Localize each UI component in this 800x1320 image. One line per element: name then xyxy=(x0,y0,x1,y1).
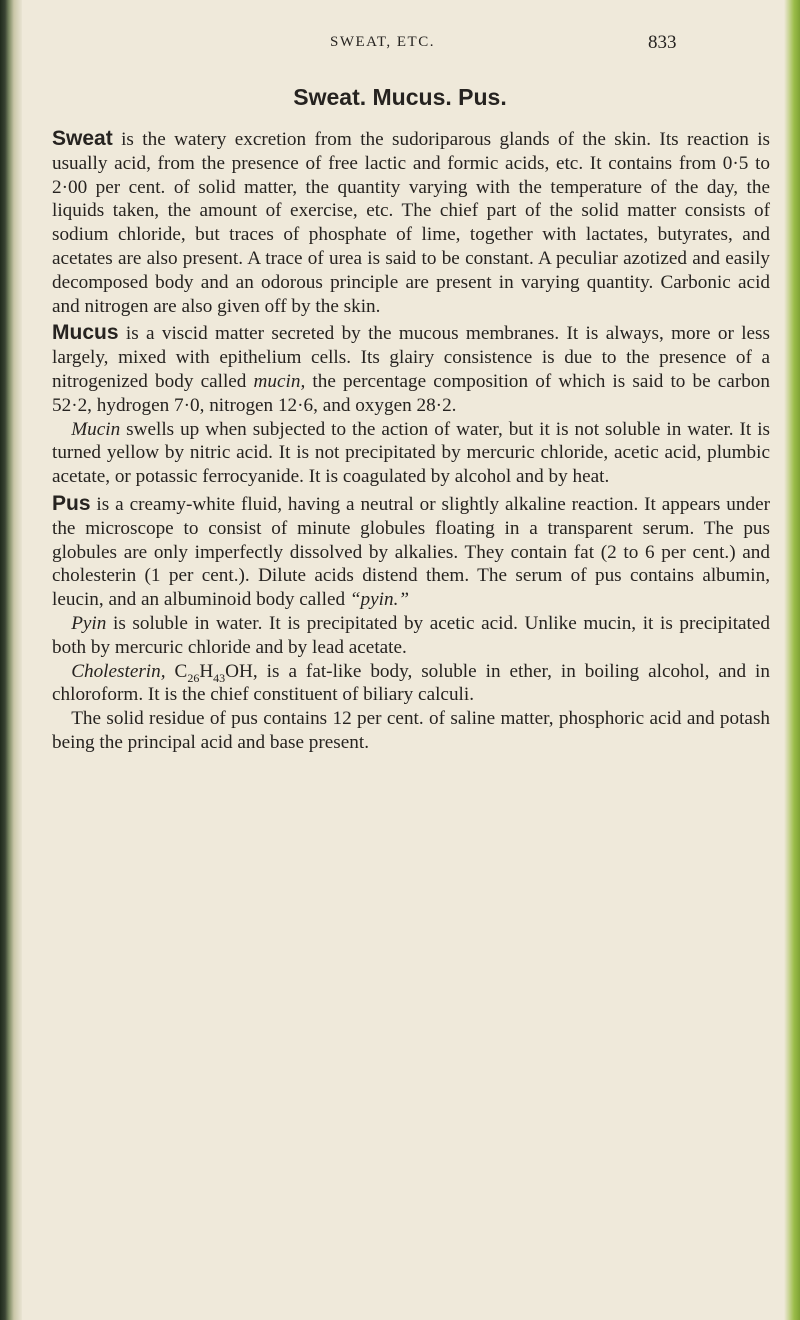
page-right-edge xyxy=(784,0,800,1320)
page-header xyxy=(0,32,800,72)
paragraph-pyin xyxy=(52,612,770,660)
mucus-text-b: the percentage composition of which is said to be carbon 52·2, hydrogen 7·0, nitrogen 12·6, and oxygen 28·2. xyxy=(52,370,770,416)
pus-text-a: is a creamy-white fluid, having a neutral or slightly alkaline reaction. It appears under the microscope to consist of minute globules floating in a transparent serum. The pus globules are only imperfectly dissolved by alkalies. They contain fat (2 to 6 per cent.) and cholesterin (1 per cent.). Dilute acids distend them. The serum of pus contains albumin, leucin, and an albuminoid body called xyxy=(52,493,770,611)
term-pyin-inline: “pyin.” xyxy=(349,589,410,611)
term-mucin-inline: mucin, xyxy=(253,370,306,392)
formula-sub-h: 43 xyxy=(213,670,226,685)
formula-h: H xyxy=(199,660,214,682)
running-head: SWEAT, ETC. xyxy=(330,34,435,50)
term-cholesterin: Cholesterin, xyxy=(71,660,166,682)
mucus-text-a: is a viscid matter secreted by the mucous membranes. It is always, more or less largely, mixed with epithelium cells. Its glairy consistence is due to the presence of a nitrogenized body called xyxy=(52,323,770,392)
mucin-text: swells up when subjected to the action of water, but it is not soluble in water. It is turned yellow by nitric acid. It is not precipitated by mercuric chloride, acetic acid, plumbic acetate, or potassic ferrocyanide. It is coagulated by alcohol and by heat. xyxy=(52,418,770,488)
paragraph-pus xyxy=(52,492,770,612)
cholesterin-text: is a fat-like body, soluble in ether, in boiling alcohol, and in chloroform. It is the chief constituent of biliary calculi. xyxy=(52,660,770,706)
paragraph-cholesterin xyxy=(52,660,770,708)
term-pyin: Pyin xyxy=(71,612,107,634)
paragraph-mucus xyxy=(52,321,770,417)
page-number: 833 xyxy=(648,32,677,53)
term-sweat: Sweat xyxy=(52,127,113,150)
term-mucin: Mucin xyxy=(71,418,121,440)
residue-text: The solid residue of pus contains 12 per cent. of saline matter, phosphoric acid and potash being the principal acid and base present. xyxy=(52,708,770,753)
formula-c: C xyxy=(165,660,188,682)
formula-sub-c: 26 xyxy=(187,670,200,685)
formula-oh: OH, xyxy=(225,660,258,682)
paragraph-sweat xyxy=(52,127,770,318)
page-binding-edge xyxy=(0,0,22,1320)
term-mucus: Mucus xyxy=(52,321,119,345)
paragraph-residue xyxy=(52,707,770,755)
page-title: Sweat. Mucus. Pus. xyxy=(293,84,507,110)
body-text xyxy=(52,127,770,755)
paragraph-mucin xyxy=(52,418,770,489)
sweat-text: is the watery excretion from the sudoriparous glands of the skin. Its reaction is usually acid, from the presence of free lactic and formic acids, etc. It contains from 0·5 to 2·00 per cent. of solid matter, the quantity varying with the temperature of the day, the liquids taken, the amount of exercise, etc. The chief part of the solid matter consists of sodium chloride, but traces of phosphate of lime, together with lactates, butyrates, and acetates are also present. A trace of urea is said to be constant. A peculiar azotized and easily decomposed body and an odorous principle are present in varying quantity. Carbonic acid and nitrogen are also given off by the skin. xyxy=(52,129,770,317)
pyin-text: is soluble in water. It is precipitated by acetic acid. Unlike mucin, it is precipitated both by mercuric chloride and by lead acetate. xyxy=(52,612,770,658)
term-pus: Pus xyxy=(52,491,91,515)
